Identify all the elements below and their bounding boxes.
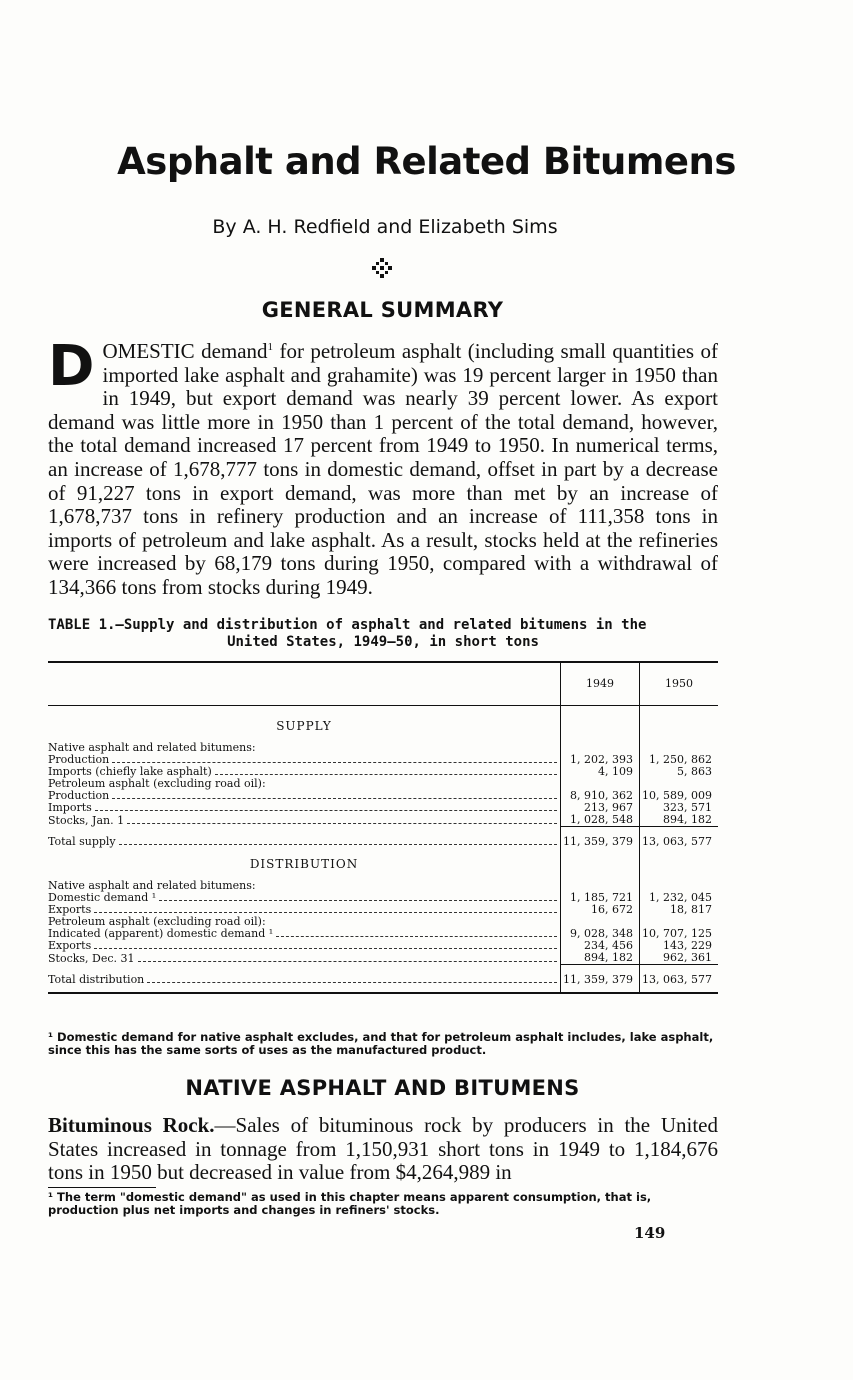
row-label: Exports xyxy=(48,940,92,952)
cell-1950: 10, 589, 009 xyxy=(640,790,719,802)
cell-1950: 5, 863 xyxy=(640,766,719,778)
distribution-heading: DISTRIBUTION xyxy=(249,857,359,871)
cell-1949: 8, 910, 362 xyxy=(561,790,640,802)
row-label: Production xyxy=(48,790,110,802)
group-label: Native asphalt and related bitumens: xyxy=(48,741,256,754)
general-summary-heading: GENERAL SUMMARY xyxy=(261,298,504,322)
cell-1949: 894, 182 xyxy=(561,952,640,965)
row-label: Exports xyxy=(48,904,92,916)
distribution-section-row xyxy=(48,854,718,880)
table-row xyxy=(48,814,718,827)
column-header-1950: 1950 xyxy=(640,662,719,706)
row-label: Imports (chiefly lake asphalt) xyxy=(48,766,212,778)
supply-distribution-table xyxy=(48,661,718,994)
footnote-ref: 1 xyxy=(267,341,274,353)
cell-1949: 1, 185, 721 xyxy=(561,892,640,904)
native-asphalt-heading: NATIVE ASPHALT AND BITUMENS xyxy=(185,1076,580,1100)
runin-heading: Bituminous Rock. xyxy=(48,1113,215,1137)
cell-1950: 10, 707, 125 xyxy=(640,928,719,940)
supply-section-row xyxy=(48,706,718,743)
cell-1949: 4, 109 xyxy=(561,766,640,778)
cell-1949: 9, 028, 348 xyxy=(561,928,640,940)
ornament-icon xyxy=(370,256,394,280)
table-row xyxy=(48,952,718,965)
cell-1950: 13, 063, 577 xyxy=(640,827,719,855)
cell-1950: 323, 571 xyxy=(640,802,719,814)
cell-1950: 13, 063, 577 xyxy=(640,965,719,994)
page-footnote: ¹ The term "domestic demand" as used in this chapter means apparent consumption, that is, production plus net imports and changes in refiners' stocks. xyxy=(48,1190,652,1217)
table-header-row xyxy=(48,662,718,706)
footnote-divider xyxy=(48,1187,156,1188)
cell-1949: 213, 967 xyxy=(561,802,640,814)
general-summary-paragraph: DOMESTIC demand$^1$ for petroleum asphalt (including small quantities of imported lake asphalt and grahamite) was 19 percent larger in 1950 than in 1949, but export demand was nearly 39 percent lower. As export demand was little more in 1950 than 1 percent of the total demand, however, the total demand increased 17 percent from 1949 to 1950. In numerical terms, an increase of 1,678,777 tons in domestic demand, offset in part by a decrease of 91,227 tons in export demand, was more than met by an increase of 1,678,737 tons in refinery production and an increase of 111,358 tons in imports of petroleum and lake asphalt. As a result, stocks held at the refineries were increased by 68,179 tons during 1950, compared with a withdrawal of 134,366 tons from stocks during 1949. xyxy=(48,334,718,599)
row-label: Stocks, Dec. 31 xyxy=(48,952,135,965)
cell-1950: 894, 182 xyxy=(640,814,719,827)
table-footnote: ¹ Domestic demand for native asphalt excludes, and that for petroleum asphalt includes, lake asphalt, since this has the same sorts of uses as the manufactured product. xyxy=(48,1030,714,1057)
cell-1949: 11, 359, 379 xyxy=(561,827,640,855)
drop-cap: D xyxy=(48,334,95,399)
row-label: Stocks, Jan. 1 xyxy=(48,814,125,827)
row-label: Imports xyxy=(48,802,92,814)
native-asphalt-paragraph: Bituminous Rock.—Sales of bituminous rock by producers in the United States increased in tonnage from 1,150,931 short tons in 1949 to 1,184,676 tons in 1950 but decreased in value from $4,264,989 in xyxy=(48,1113,718,1185)
table-caption: TABLE 1.—Supply and distribution of asphalt and related bitumens in the United States, 1949–50, in short tons xyxy=(48,617,647,650)
cell-1950: 18, 817 xyxy=(640,904,719,916)
cell-1950: 962, 361 xyxy=(640,952,719,965)
page-number: 149 xyxy=(634,1224,666,1242)
cell-1949: 1, 202, 393 xyxy=(561,754,640,766)
column-header-1949: 1949 xyxy=(561,662,640,706)
cell-1949: 234, 456 xyxy=(561,940,640,952)
group-label: Petroleum asphalt (excluding road oil): xyxy=(48,915,266,928)
group-label: Native asphalt and related bitumens: xyxy=(48,879,256,892)
cell-1950: 143, 229 xyxy=(640,940,719,952)
total-supply-row xyxy=(48,827,718,855)
cell-1949: 1, 028, 548 xyxy=(561,814,640,827)
cell-1949: 16, 672 xyxy=(561,904,640,916)
group-label: Petroleum asphalt (excluding road oil): xyxy=(48,777,266,790)
byline: By A. H. Redfield and Elizabeth Sims xyxy=(212,216,558,238)
row-label: Total supply xyxy=(48,836,116,848)
supply-heading: SUPPLY xyxy=(276,719,332,733)
row-label: Indicated (apparent) domestic demand ¹ xyxy=(48,928,274,940)
cell-1950: 1, 250, 862 xyxy=(640,754,719,766)
total-distribution-row xyxy=(48,965,718,994)
row-label: Production xyxy=(48,754,110,766)
chapter-title: Asphalt and Related Bitumens xyxy=(117,140,736,183)
row-label: Domestic demand ¹ xyxy=(48,892,157,904)
cell-1950: 1, 232, 045 xyxy=(640,892,719,904)
row-label: Total distribution xyxy=(48,974,145,986)
cell-1949: 11, 359, 379 xyxy=(561,965,640,994)
